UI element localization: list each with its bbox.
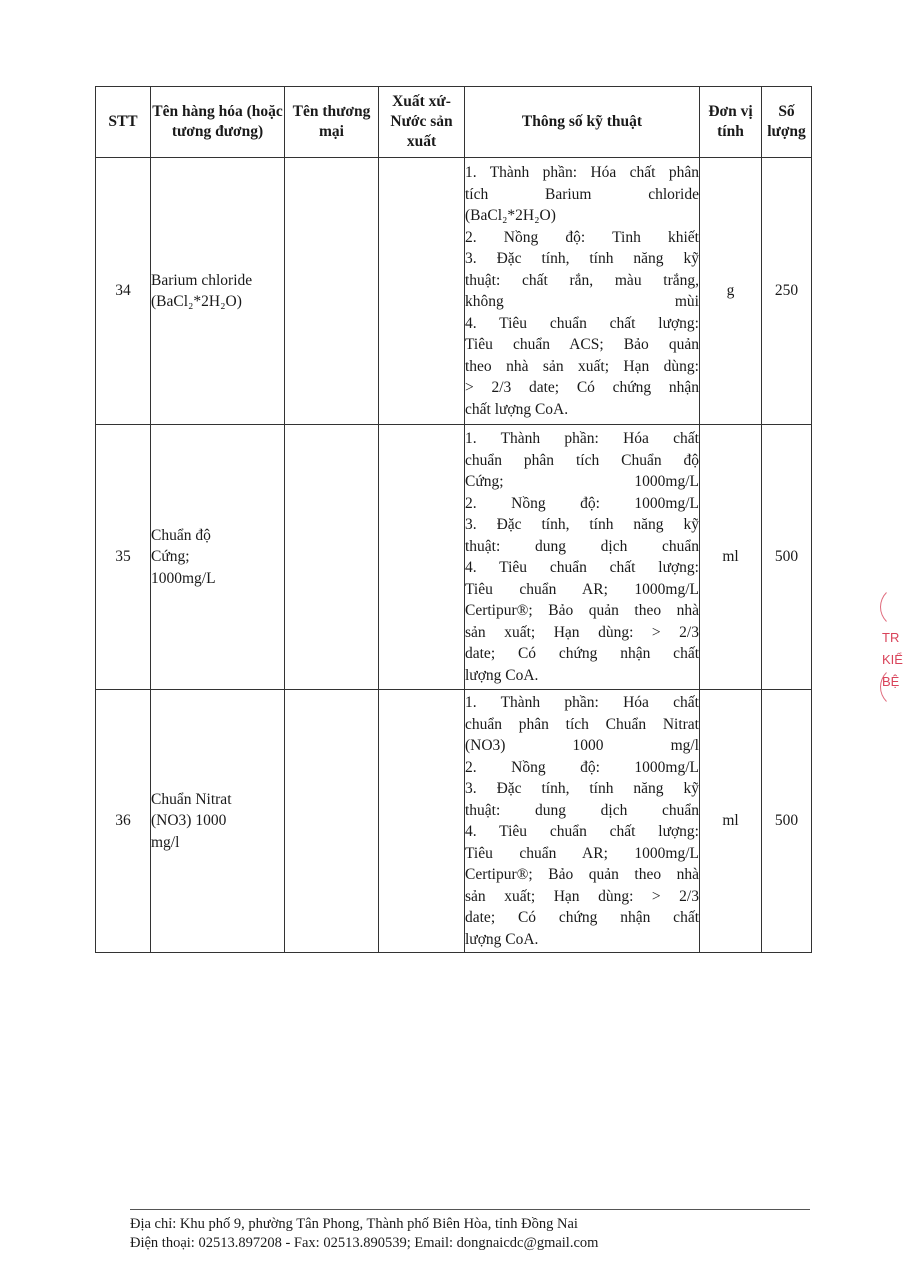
specification-table [95, 86, 812, 953]
spec-line: Cứng; 1000mg/L [465, 473, 699, 490]
header-trade-name: Tên thương mại [285, 87, 379, 158]
origin [379, 690, 465, 953]
spec-line: (NO3) 1000 mg/l [465, 737, 699, 754]
spec-line: 2. Nồng độ: 1000mg/L [465, 494, 699, 512]
spec-line: thuật: dung dịch chuẩn [465, 801, 699, 819]
seal-arc [880, 586, 922, 628]
spec-line: Certipur®; Bảo quản theo nhà [465, 866, 699, 883]
spec-line: 4. Tiêu chuẩn chất lượng: [465, 314, 699, 332]
row-number: 36 [96, 690, 151, 953]
spec-line: > 2/3 date; Có chứng nhận [465, 379, 699, 396]
header-item-name: Tên hàng hóa (hoặc tương đương) [151, 87, 285, 158]
item-name [151, 690, 285, 953]
footer-address: Địa chỉ: Khu phố 9, phường Tân Phong, Thành phố Biên Hòa, tỉnh Đồng Nai [130, 1216, 578, 1232]
spec-line: theo nhà sản xuất; Hạn dùng: [465, 357, 699, 375]
item-name-line: (NO3) 1000 [151, 812, 227, 830]
table-row [96, 158, 812, 425]
seal-text: TR [882, 630, 900, 645]
specification-cell [465, 158, 700, 425]
spec-line: 4. Tiêu chuẩn chất lượng: [465, 559, 699, 576]
footer-divider [130, 1209, 810, 1210]
item-name-line: Cứng; [151, 548, 190, 566]
spec-line: date; Có chứng nhận chất [465, 645, 699, 662]
item-name-line: mg/l [151, 833, 180, 851]
table-header-row [96, 87, 812, 158]
spec-line: Tiêu chuẩn AR; 1000mg/L [465, 844, 699, 862]
header-unit: Đơn vị tính [700, 87, 762, 158]
unit: g [700, 158, 762, 425]
seal-text: KIỂ [882, 652, 903, 667]
spec-line: chuẩn phân tích Chuẩn Nitrat [465, 715, 699, 733]
spec-line: 1. Thành phần: Hóa chất phân [465, 164, 699, 181]
header-specification: Thông số kỹ thuật [465, 87, 700, 158]
spec-line: 3. Đặc tính, tính năng kỹ [465, 516, 699, 533]
origin [379, 158, 465, 425]
row-number: 35 [96, 425, 151, 690]
unit: ml [700, 425, 762, 690]
header-stt: STT [96, 87, 151, 158]
row-number: 34 [96, 158, 151, 425]
item-name [151, 425, 285, 690]
specification-cell [465, 425, 700, 690]
spec-line: 2. Nồng độ: Tinh khiết [465, 228, 699, 246]
spec-line: 3. Đặc tính, tính năng kỹ [465, 250, 699, 267]
spec-line: sản xuất; Hạn dùng: > 2/3 [465, 623, 699, 641]
spec-line: Certipur®; Bảo quản theo nhà [465, 602, 699, 619]
table-row [96, 690, 812, 953]
specification-cell [465, 690, 700, 953]
item-name-line: 1000mg/L [151, 569, 216, 587]
spec-line: chuẩn phân tích Chuẩn độ [465, 451, 699, 469]
footer [130, 1215, 830, 1253]
quantity: 500 [762, 425, 812, 690]
spec-line: (BaCl₂*2H₂O) [465, 207, 556, 224]
trade-name [285, 690, 379, 953]
spec-line: lượng CoA. [465, 930, 539, 948]
trade-name [285, 425, 379, 690]
table-row [96, 425, 812, 690]
spec-line: tích Barium chloride [465, 185, 699, 203]
spec-line: Tiêu chuẩn ACS; Bảo quản [465, 336, 699, 353]
trade-name [285, 158, 379, 425]
seal-text: BỆ [882, 674, 900, 689]
spec-line: 3. Đặc tính, tính năng kỹ [465, 780, 699, 797]
header-origin: Xuất xứ- Nước sản xuất [379, 87, 465, 158]
item-name-line: Barium chloride [151, 271, 253, 289]
item-name-line: Chuẩn độ [151, 526, 211, 544]
footer-contact: Điện thoại: 02513.897208 - Fax: 02513.890539; Email: dongnaicdc@gmail.com [130, 1235, 599, 1251]
spec-line: 4. Tiêu chuẩn chất lượng: [465, 823, 699, 840]
item-name-line: Chuẩn Nitrat [151, 790, 232, 808]
spec-line: Tiêu chuẩn AR; 1000mg/L [465, 580, 699, 598]
spec-line: chất lượng CoA. [465, 400, 569, 418]
spec-line: 1. Thành phần: Hóa chất [465, 694, 699, 711]
unit: ml [700, 690, 762, 953]
item-name-line: (BaCl₂*2H₂O) [151, 293, 242, 310]
origin [379, 425, 465, 690]
spec-line: 2. Nồng độ: 1000mg/L [465, 758, 699, 776]
spec-line: date; Có chứng nhận chất [465, 909, 699, 926]
item-name [151, 158, 285, 425]
spec-line: thuật: chất rắn, màu trắng, [465, 271, 699, 289]
quantity: 250 [762, 158, 812, 425]
header-quantity: Số lượng [762, 87, 812, 158]
spec-line: lượng CoA. [465, 666, 539, 684]
spec-line: 1. Thành phần: Hóa chất [465, 430, 699, 447]
spec-line: thuật: dung dịch chuẩn [465, 537, 699, 555]
spec-line: sản xuất; Hạn dùng: > 2/3 [465, 887, 699, 905]
spec-line: không mùi [465, 293, 699, 310]
red-seal-stamp-fragment [872, 586, 912, 736]
quantity: 500 [762, 690, 812, 953]
